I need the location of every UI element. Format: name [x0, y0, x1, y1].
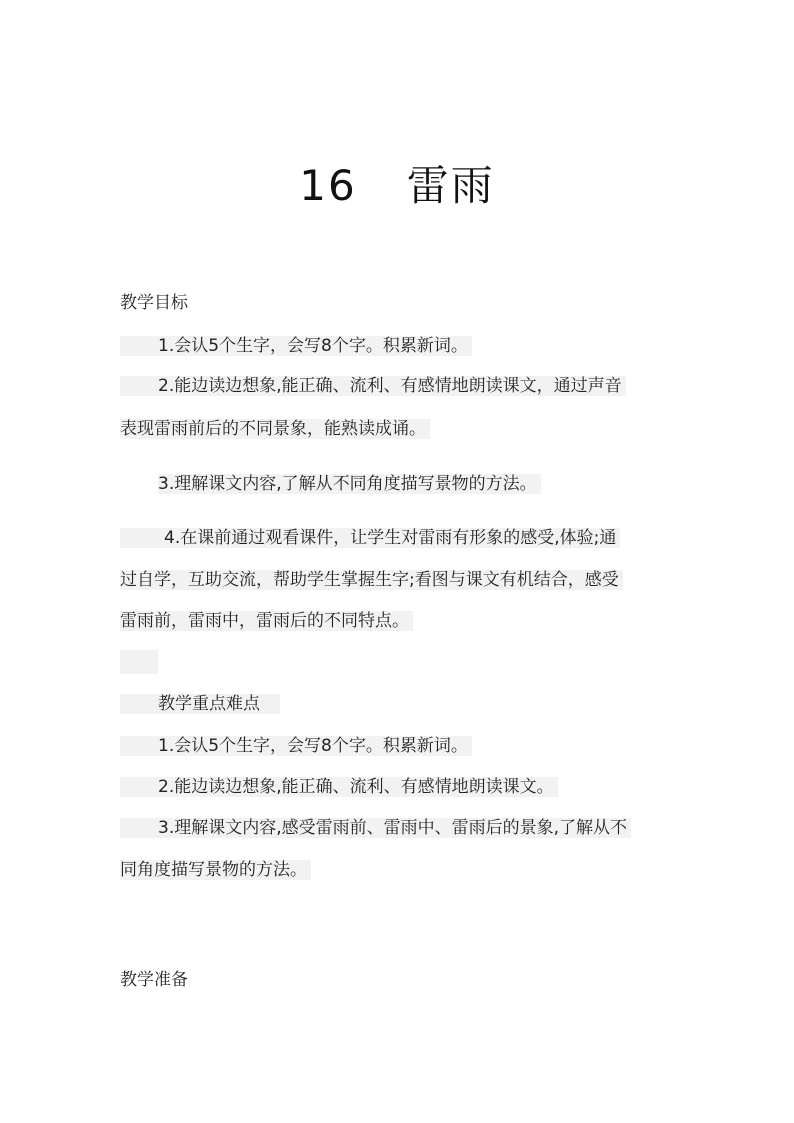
objective-4-line-1 — [120, 525, 620, 551]
objectives-heading: 教学目标 — [120, 293, 188, 313]
objective-3-text: 3.理解课文内容,了解从不同角度描写景物的方法。 — [158, 474, 541, 494]
objective-2-line-1 — [120, 373, 626, 399]
objective-4-text-3: 雷雨前，雷雨中，雷雨后的不同特点。 — [120, 611, 409, 631]
key-point-1-text: 1.会认5个生字，会写8个字。积累新词。 — [158, 736, 468, 756]
key-point-3-text-1: 3.理解课文内容,感受雷雨前、雷雨中、雷雨后的景象,了解从不 — [158, 818, 628, 838]
objective-1-text: 1.会认5个生字，会写8个字。积累新词。 — [158, 336, 468, 356]
objective-3 — [120, 471, 541, 497]
objective-2-text-1: 2.能边读边想象,能正确、流利、有感情地朗读课文，通过声音 — [158, 376, 622, 396]
lesson-title — [0, 160, 794, 212]
key-point-1 — [120, 733, 472, 759]
objective-1 — [120, 333, 472, 359]
lesson-name: 雷雨 — [406, 161, 495, 210]
key-point-3-line-2 — [120, 857, 311, 883]
objective-4-line-3 — [120, 608, 413, 634]
lesson-number: 16 — [299, 161, 357, 210]
objective-2-text-2: 表现雷雨前后的不同景象，能熟读成诵。 — [120, 419, 426, 439]
blank-highlight — [120, 650, 158, 674]
key-point-2 — [120, 774, 558, 800]
key-point-3-text-2: 同角度描写景物的方法。 — [120, 860, 307, 880]
key-point-3-line-1 — [120, 815, 631, 841]
objective-4-line-2 — [120, 567, 623, 593]
objective-4-text-2: 过自学，互助交流，帮助学生掌握生字;看图与课文有机结合，感受 — [120, 570, 619, 590]
key-point-2-text: 2.能边读边想象,能正确、流利、有感情地朗读课文。 — [158, 777, 554, 797]
key-points-heading-text: 教学重点难点 — [158, 694, 260, 714]
objective-4-text-1: 4.在课前通过观看课件，让学生对雷雨有形象的感受,体验;通 — [164, 528, 617, 548]
preparation-heading: 教学准备 — [120, 970, 188, 990]
objective-2-line-2 — [120, 416, 430, 442]
key-points-heading — [120, 691, 280, 717]
